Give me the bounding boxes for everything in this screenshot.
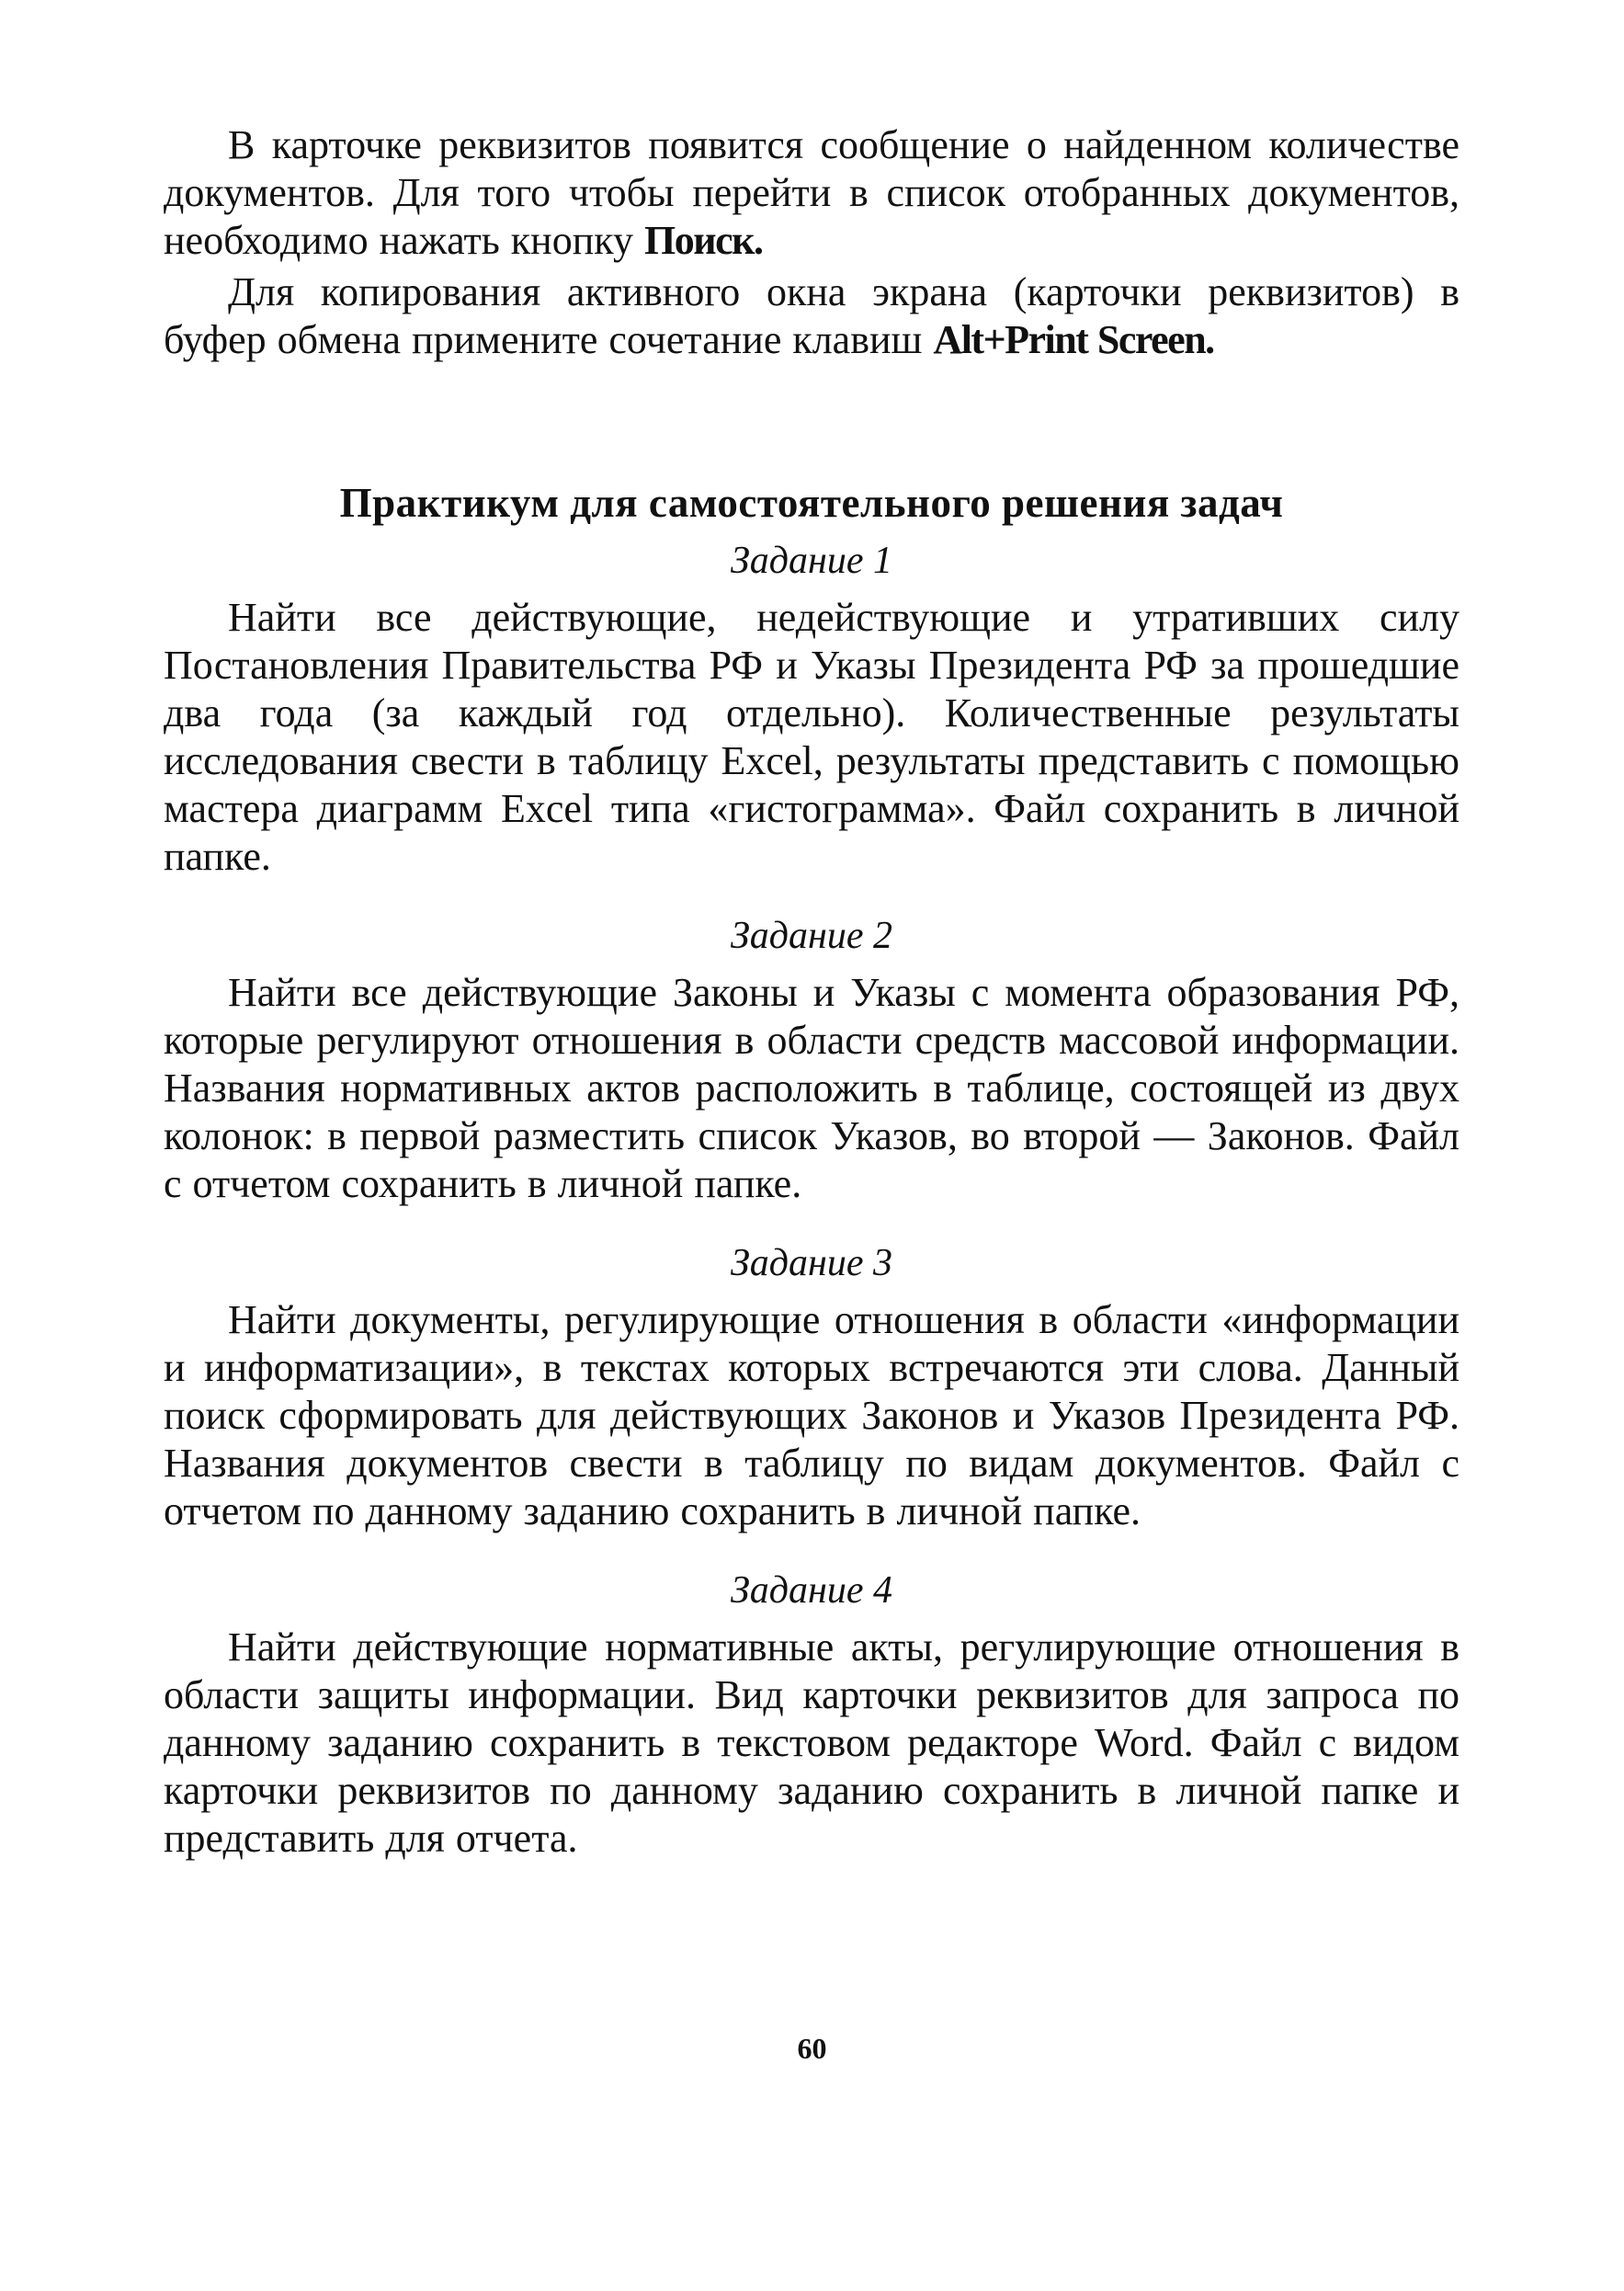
task-title: Задание 2 xyxy=(730,915,893,957)
task-text: Найти действующие нормативные акты, регулирующие отношения в области защиты информации. Вид карточки реквизитов для запроса по данному заданию сохранить в текстовом редакторе Word. Файл с видом карточки реквизитов по данному заданию сохранить в личной папке и представить для отчета. xyxy=(164,1624,1459,1861)
page-content xyxy=(164,121,1459,1863)
task-title: Задание 4 xyxy=(730,1569,893,1612)
task-text: Найти все действующие, недействующие и утративших силу Постановления Правительства РФ и Указы Президента РФ за прошедшие два года (за каждый год отдельно). Количественные результаты исследования свести в таблицу Excel, результаты представить с помощью мастера диаграмм Excel типа «гистограмма». Файл сохранить в личной папке. xyxy=(164,595,1459,879)
intro-paragraph-2-text: Для копирования активного окна экрана (карточки реквизитов) в буфер обмена примените сочетание клавиш xyxy=(164,269,1459,362)
task-text: Найти документы, регулирующие отношения в области «информации и информатизации», в текстах которых встречаются эти слова. Данный поиск сформировать для действующих Законов и Указов Президента РФ. Названия документов свести в таблицу по видам документов. Файл с отчетом по данному заданию сохранить в личной папке. xyxy=(164,1297,1459,1533)
search-button-reference: Поиск. xyxy=(644,218,763,263)
task-text: Найти все действующие Законы и Указы с момента образования РФ, которые регулируют отношения в области средств массовой информации. Названия нормативных актов расположить в таблице, состоящей из двух колонок: в первой разместить список Указов, во второй — Законов. Файл с отчетом сохранить в личной папке. xyxy=(164,970,1459,1206)
task-4 xyxy=(164,1567,1459,1863)
intro-paragraph-1 xyxy=(164,121,1459,265)
task-3 xyxy=(164,1239,1459,1535)
intro-paragraph-2 xyxy=(164,268,1459,364)
key-combination: Alt+Print Screen. xyxy=(933,317,1214,362)
task-title: Задание 3 xyxy=(730,1242,893,1284)
intro-paragraph-1-text: В карточке реквизитов появится сообщение о найденном количестве документов. Для того чтобы перейти в список отобранных документов, необходимо нажать кнопку xyxy=(164,122,1459,263)
page-number: 60 xyxy=(797,2032,827,2065)
task-title: Задание 1 xyxy=(730,540,893,582)
task-2 xyxy=(164,912,1459,1208)
section-title: Практикум для самостоятельного решения задач xyxy=(339,480,1284,526)
task-1 xyxy=(164,537,1459,881)
